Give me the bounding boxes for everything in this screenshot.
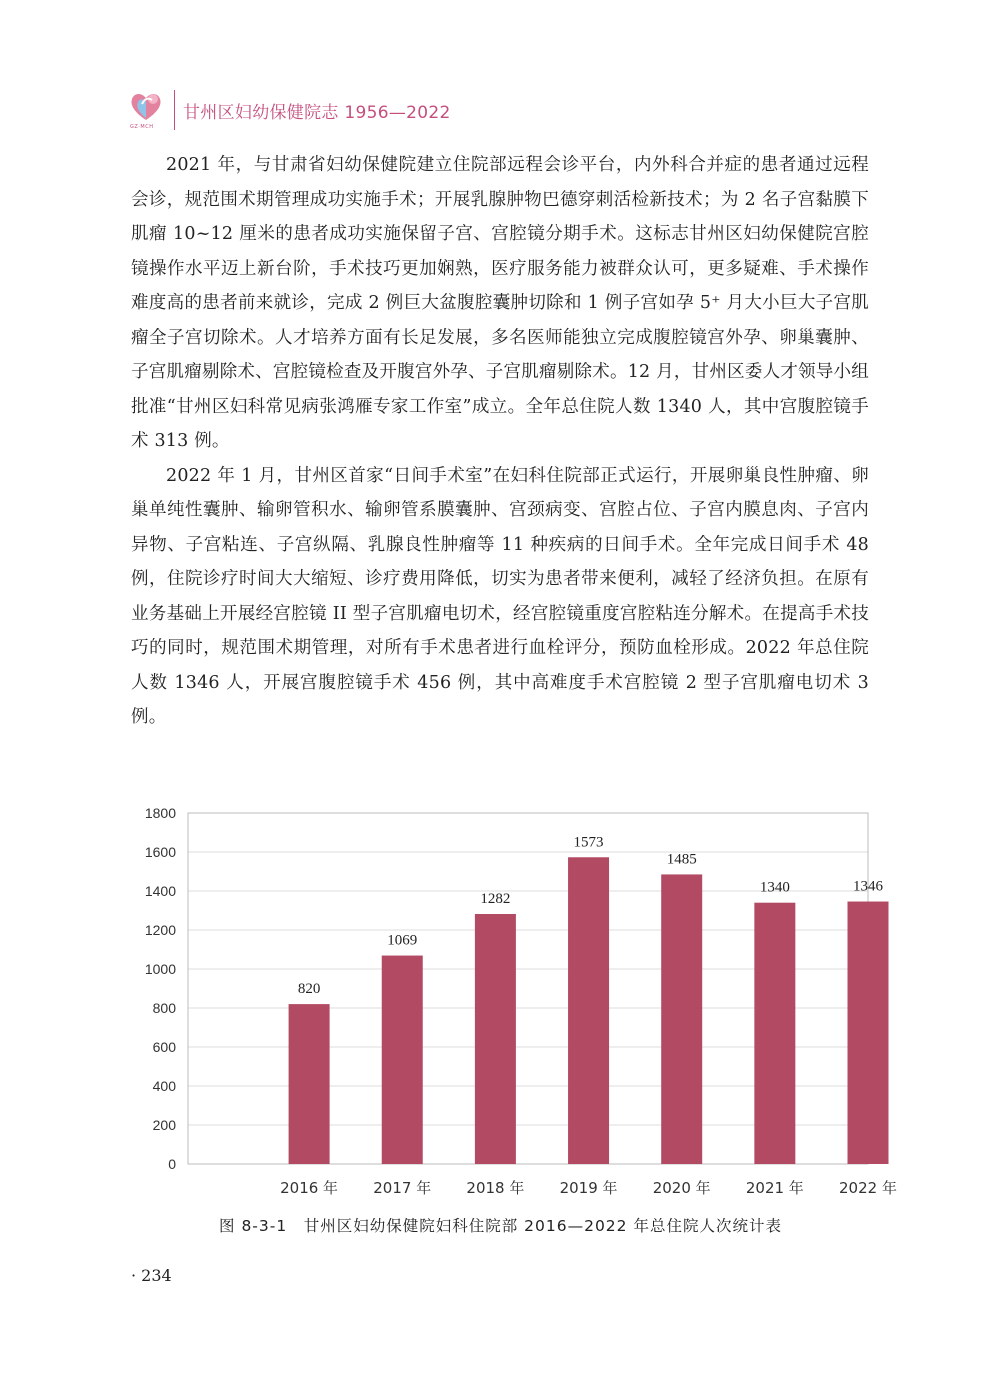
bar [475, 914, 516, 1164]
data-label: 1282 [480, 891, 511, 908]
x-tick-label: 2017 年 [373, 1179, 432, 1197]
x-tick-label: 2020 年 [652, 1179, 711, 1197]
page-header [128, 86, 451, 134]
page-number: · 234 [131, 1266, 172, 1285]
data-label: 1069 [387, 932, 418, 949]
bar [289, 1004, 330, 1164]
bar [568, 857, 609, 1164]
x-tick-label: 2018 年 [466, 1179, 525, 1197]
data-label: 1340 [759, 879, 790, 896]
bar [848, 902, 889, 1164]
y-tick-label: 1000 [144, 961, 176, 977]
figure-caption: 图 8-3-1 甘州区妇幼保健院妇科住院部 2016—2022 年总住院人次统计表 [219, 1217, 782, 1235]
book-title: 甘州区妇幼保健院志 1956—2022 [183, 102, 451, 123]
data-label: 820 [297, 981, 321, 998]
y-tick-label: 600 [152, 1039, 176, 1055]
body-text [131, 148, 869, 735]
y-tick-label: 0 [168, 1156, 176, 1172]
hospital-logo [128, 88, 164, 132]
bar [382, 956, 423, 1164]
x-tick-label: 2021 年 [745, 1179, 804, 1197]
chart-svg [130, 802, 897, 1204]
data-label: 1485 [666, 851, 697, 868]
inpatient-bar-chart [130, 802, 897, 1204]
y-tick-label: 1800 [144, 805, 176, 821]
y-tick-label: 1400 [144, 883, 176, 899]
bar [661, 874, 702, 1164]
x-tick-label: 2016 年 [280, 1179, 339, 1197]
y-tick-label: 200 [152, 1117, 176, 1133]
heart-logo-icon [128, 88, 164, 124]
y-tick-label: 1200 [144, 922, 176, 938]
y-tick-label: 400 [152, 1078, 176, 1094]
x-tick-label: 2019 年 [559, 1179, 618, 1197]
y-tick-label: 800 [152, 1000, 176, 1016]
data-label: 1346 [853, 878, 883, 895]
logo-caption: GZ·MCH [130, 124, 154, 130]
x-tick-label: 2022 年 [839, 1179, 897, 1197]
paragraph: 2021 年，与甘肃省妇幼保健院建立住院部远程会诊平台，内外科合并症的患者通过远程会诊，规范围术期管理成功实施手术；开展乳腺肿物巴德穿刺活检新技术；为 2 名子宫黏膜下肌瘤 10~12 厘米的患者成功实施保留子宫、宫腔镜分期手术。这标志甘州区妇幼保健院宫腔镜操作水平迈上新台阶，手术技巧更加娴熟，医疗服务能力被群众认可，更多疑难、手术操作难度高的患者前来就诊，完成 2 例巨大盆腹腔囊肿切除和 1 例子宫如孕 5⁺ 月大小巨大子宫肌瘤全子宫切除术。人才培养方面有长足发展，多名医师能独立完成腹腔镜宫外孕、卵巢囊肿、子宫肌瘤剔除术、宫腔镜检查及开腹宫外孕、子宫肌瘤剔除术。12 月，甘州区委人才领导小组批准“甘州区妇科常见病张鸿雁专家工作室”成立。全年总住院人数 1340 人，其中宫腹腔镜手术 313 例。 [131, 155, 869, 451]
header-divider [174, 90, 175, 130]
bar [754, 903, 795, 1164]
paragraph: 2022 年 1 月，甘州区首家“日间手术室”在妇科住院部正式运行，开展卵巢良性肿瘤、卵巢单纯性囊肿、输卵管积水、输卵管系膜囊肿、宫颈病变、宫腔占位、子宫内膜息肉、子宫内异物、子宫粘连、子宫纵隔、乳腺良性肿瘤等 11 种疾病的日间手术。全年完成日间手术 48 例，住院诊疗时间大大缩短、诊疗费用降低，切实为患者带来便利，减轻了经济负担。在原有业务基础上开展经宫腔镜 II 型子宫肌瘤电切术，经宫腔镜重度宫腔粘连分解术。在提高手术技巧的同时，规范围术期管理，对所有手术患者进行血栓评分，预防血栓形成。2022 年总住院人数 1346 人，开展宫腹腔镜手术 456 例，其中高难度手术宫腔镜 2 型子宫肌瘤电切术 3 例。 [131, 465, 869, 727]
y-tick-label: 1600 [144, 844, 176, 860]
data-label: 1573 [573, 834, 604, 851]
